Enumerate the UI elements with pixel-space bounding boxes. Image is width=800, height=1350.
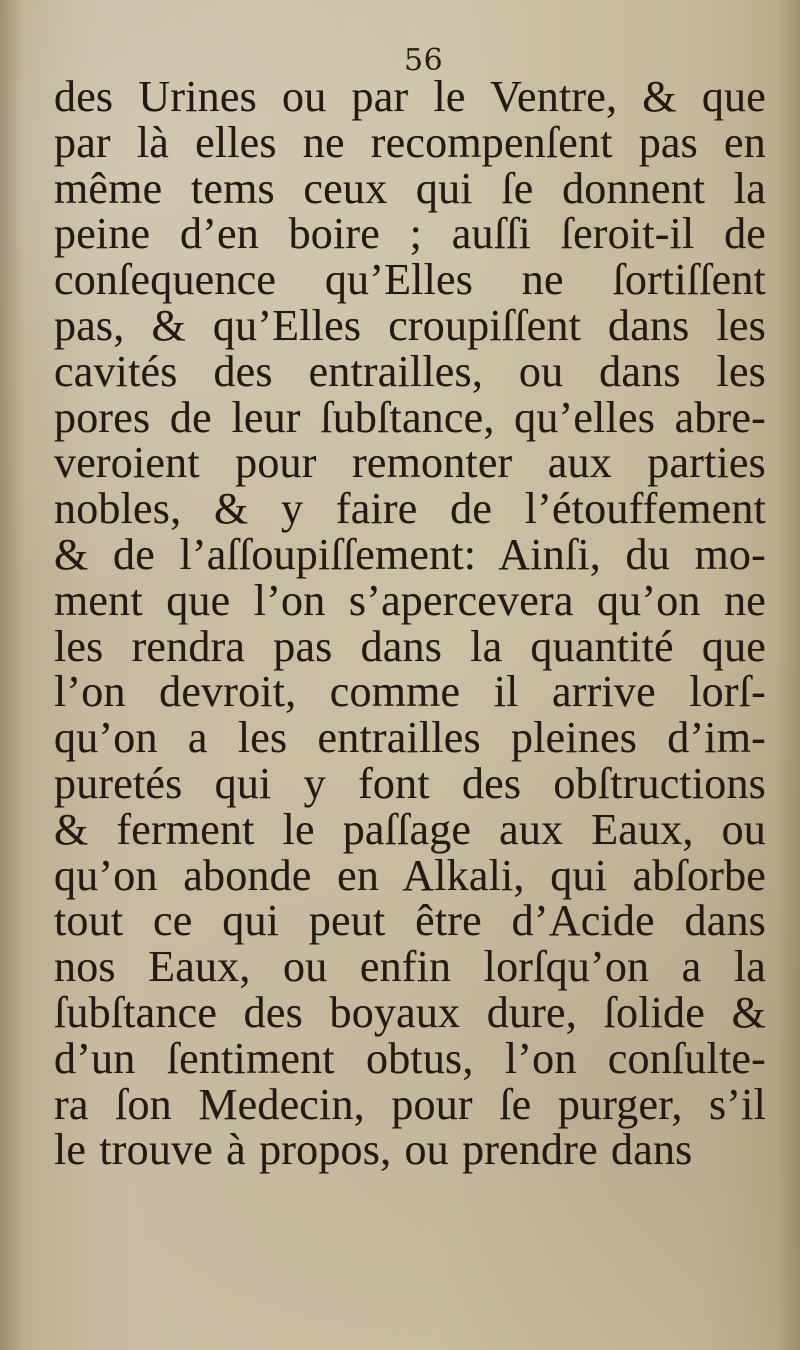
text-line: le trouve à propos, ou prendre dans — [54, 1125, 693, 1175]
page-text — [54, 74, 766, 1173]
text-line: puretés qui y font des obſtructions — [54, 758, 766, 808]
text-line: tout ce qui peut être d’Acide dans — [54, 896, 766, 946]
text-line: nobles, & y faire de l’étouffement — [54, 484, 766, 534]
text-line: même tems ceux qui ſe donnent la — [54, 163, 766, 213]
right-page-shadow — [776, 0, 800, 1350]
text-line: pores de leur ſubſtance, qu’elles abre- — [54, 392, 766, 442]
left-page-shadow — [0, 0, 24, 1350]
text-line: ment que l’on s’apercevera qu’on ne — [54, 575, 766, 625]
text-line: conſequence qu’Elles ne ſortiſſent — [54, 255, 766, 305]
text-line: qu’on abonde en Alkali, qui abſorbe — [54, 850, 766, 900]
page-number: 56 — [404, 43, 444, 78]
text-line: d’un ſentiment obtus, l’on conſulte- — [54, 1033, 766, 1083]
text-line: qu’on a les entrailles pleines d’im- — [54, 713, 766, 763]
text-line: ſubſtance des boyaux dure, ſolide & — [54, 987, 766, 1037]
text-line: ra ſon Medecin, pour ſe purger, s’il — [54, 1079, 766, 1129]
text-line: l’on devroit, comme il arrive lorſ- — [54, 667, 766, 717]
text-line: les rendra pas dans la quantité que — [54, 621, 766, 671]
text-line: des Urines ou par le Ventre, & que — [54, 72, 766, 121]
text-line: peine d’en boire ; auſſi ſeroit-il de — [54, 209, 766, 259]
text-line: pas, & qu’Elles croupiſſent dans les — [54, 300, 766, 350]
text-line: cavités des entrailles, ou dans les — [54, 346, 766, 396]
text-line: & de l’aſſoupiſſement: Ainſi, du mo- — [54, 529, 766, 579]
text-line: nos Eaux, ou enfin lorſqu’on a la — [54, 942, 766, 992]
text-line: & ferment le paſſage aux Eaux, ou — [54, 804, 766, 854]
text-line: par là elles ne recompenſent pas en — [54, 117, 766, 167]
text-line: veroient pour remonter aux parties — [54, 438, 766, 488]
